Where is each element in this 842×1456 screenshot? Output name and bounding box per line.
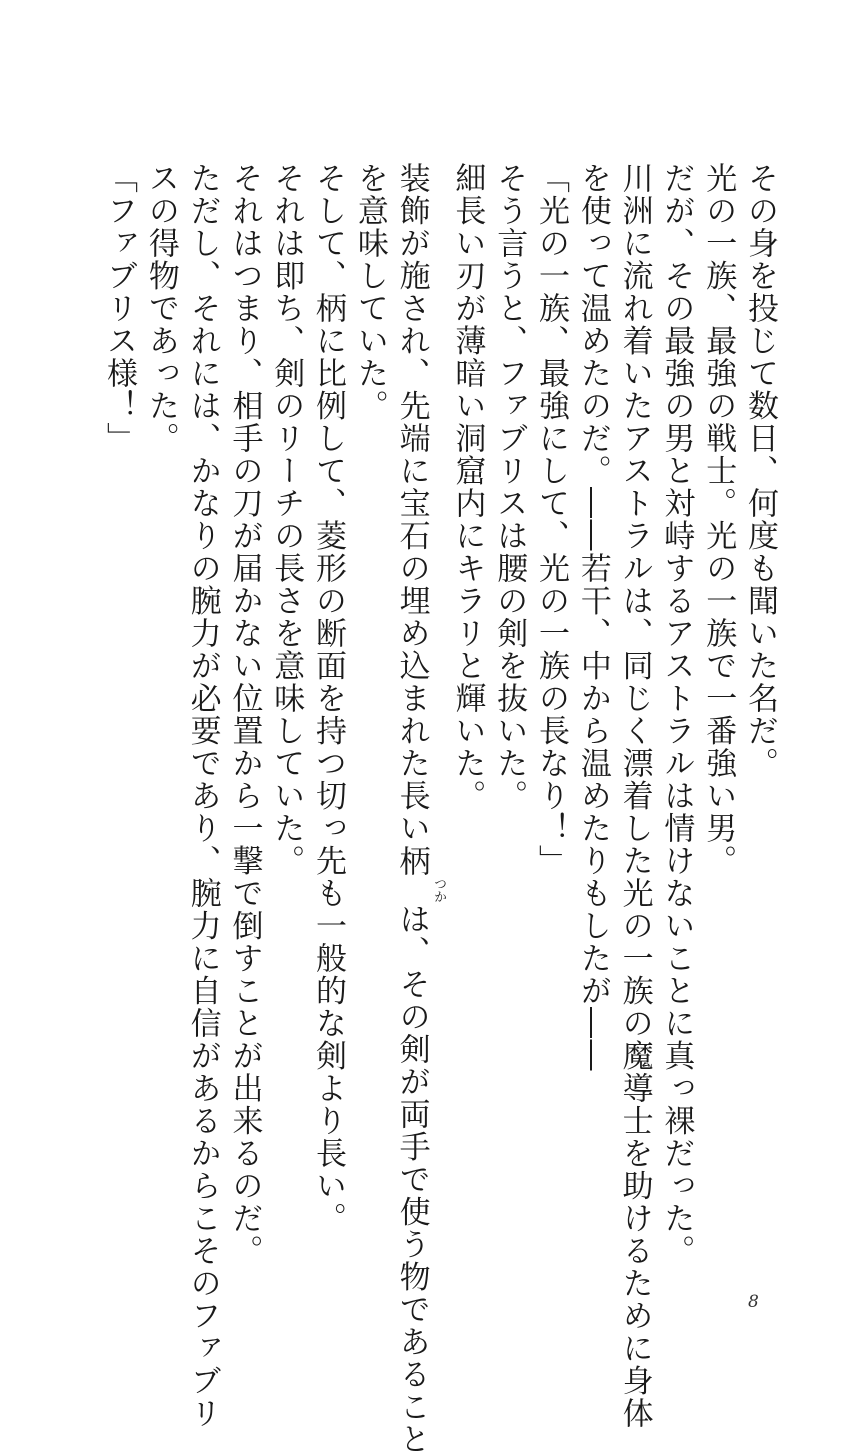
text-line: その身を投じて数日、何度も聞いた名だ。 <box>742 162 778 780</box>
text-line: スの得物であった。 <box>142 162 179 455</box>
text-line: 「光の一族、最強にして、光の一族の長なり！」 <box>533 162 570 877</box>
text-line: ただし、それには、かなりの腕力が必要であり、腕力に自信があるからこそのファブリ <box>184 162 221 1430</box>
text-line: そう言うと、ファブリスは腰の剣を抜いた。 <box>491 162 528 812</box>
ruby-annotation <box>393 844 447 904</box>
page-number: 8 <box>748 1292 759 1312</box>
text-line: 川洲に流れ着いたアストラルは、同じく漂着した光の一族の魔導士を助けるために身体 <box>616 162 653 1430</box>
text-line-with-ruby <box>390 162 447 1456</box>
vertical-text-body <box>97 162 780 1456</box>
ruby-base: 柄 <box>393 844 430 877</box>
text-line: 光の一族、最強の戦士。光の一族で一番強い男。 <box>700 162 737 877</box>
text-line: それはつまり、相手の刀が届かない位置から一撃で倒すことが出来るのだ。 <box>226 162 263 1267</box>
ruby-line-before: 装飾が施され、先端に宝石の埋め込まれた長い <box>393 162 430 845</box>
ruby-reading: つか <box>431 877 447 903</box>
text-line: を使って温めたのだ。――若干、中から温めたりもしたが―― <box>574 162 611 1072</box>
text-line: そして、柄に比例して、菱形の断面を持つ切っ先も一般的な剣より長い。 <box>310 162 347 1235</box>
text-line: 「ファブリス様！」 <box>101 162 138 455</box>
text-line: を意味していた。 <box>351 162 388 422</box>
ruby-line-after: は、その剣が両手で使う物であること <box>393 903 430 1456</box>
text-line: だが、その最強の男と対峙するアストラルは情けないことに真っ裸だった。 <box>658 162 695 1267</box>
text-line: 細長い刃が薄暗い洞窟内にキラリと輝いた。 <box>449 162 486 812</box>
text-line: それは即ち、剣のリーチの長さを意味していた。 <box>268 162 305 877</box>
